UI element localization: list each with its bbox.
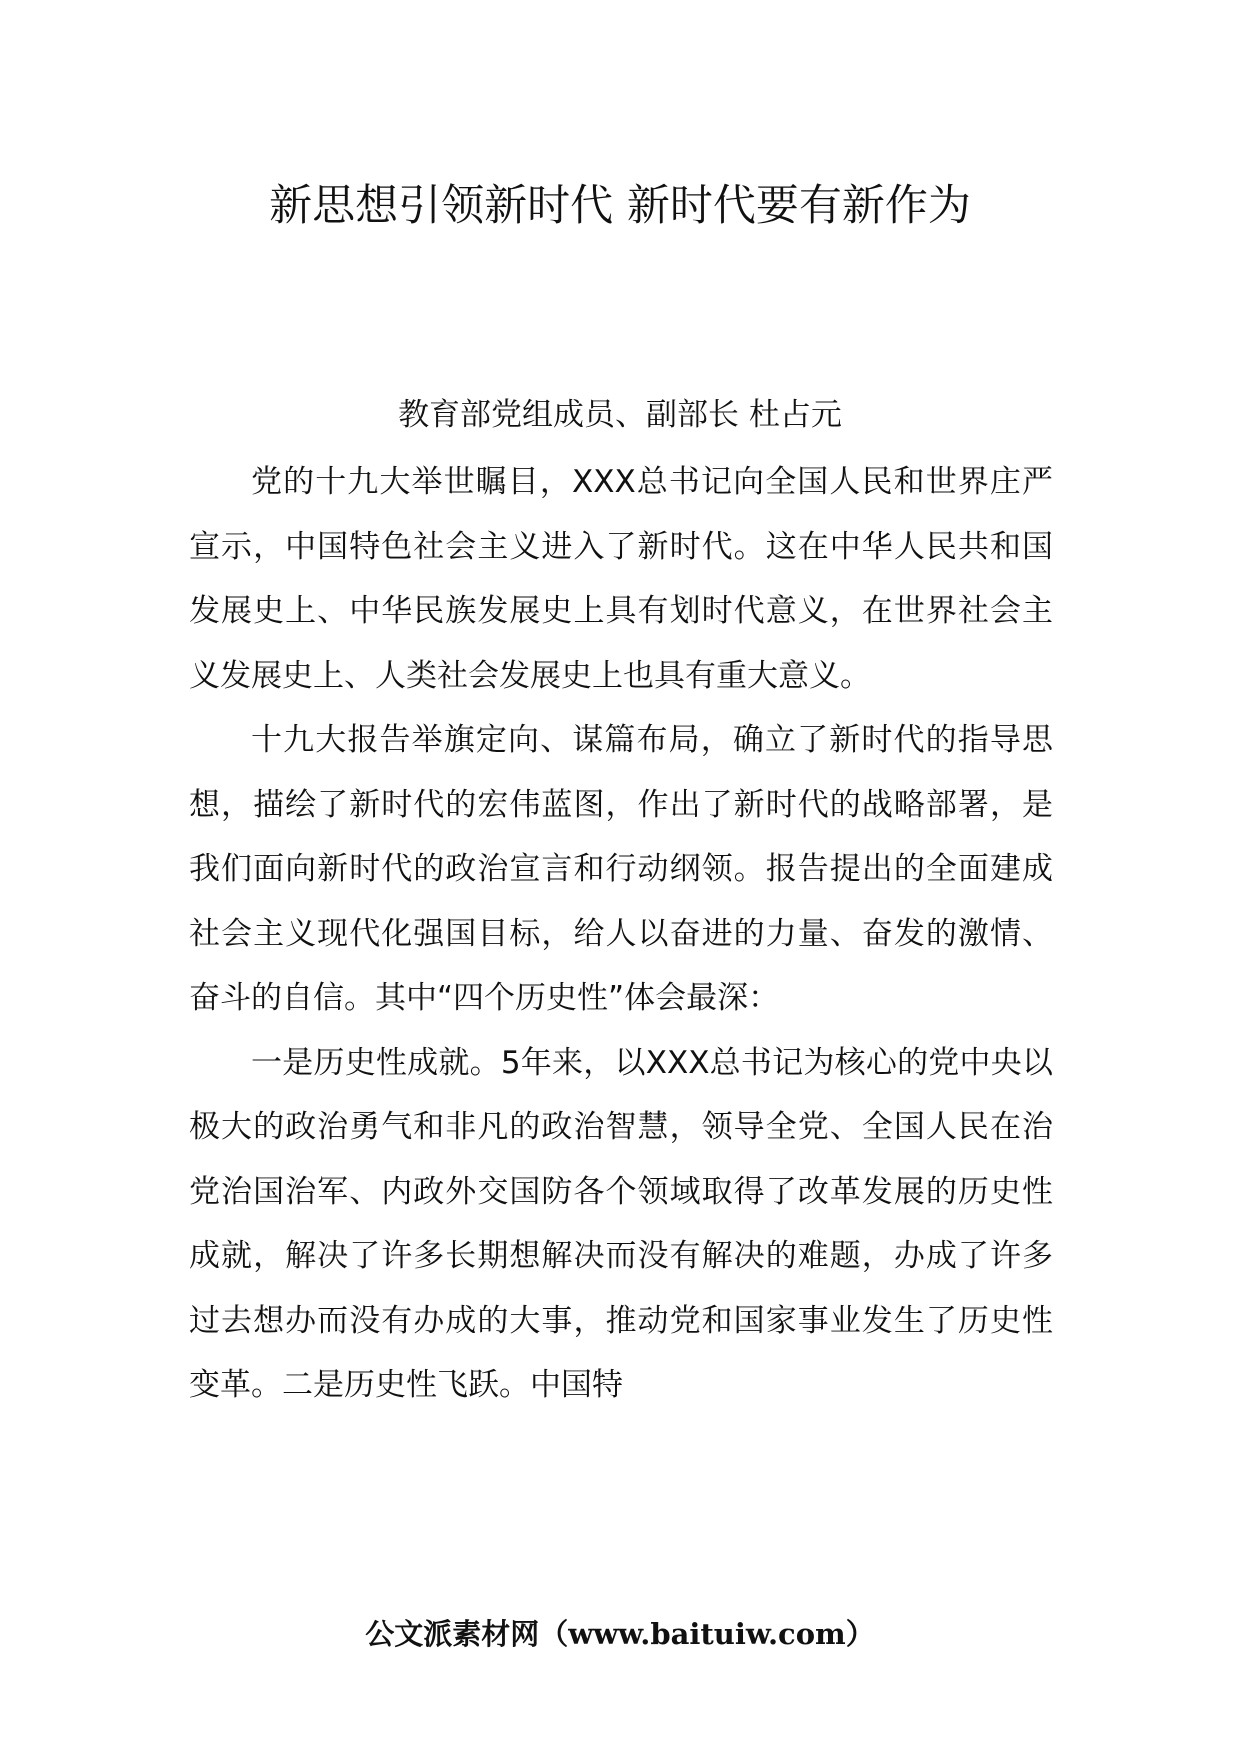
document-author: 教育部党组成员、副部长 杜占元 [398, 397, 842, 433]
paragraph: 一是历史性成就。5年来，以XXX总书记为核心的党中央以极大的政治勇气和非凡的政治智慧，领导全党、全国人民在治党治国治军、内政外交国防各个领域取得了改革发展的历史性成就，解决了许多长期想解决而没有解决的难题，办成了许多过去想办而没有办成的大事，推动党和国家事业发生了历史性变革。二是历史性飞跃。中国特 [189, 1044, 1053, 1403]
document-title: 新思想引领新时代 新时代要有新作为 [269, 181, 971, 231]
paragraph: 党的十九大举世瞩目，XXX总书记向全国人民和世界庄严宣示，中国特色社会主义进入了新时代。这在中华人民共和国发展史上、中华民族发展史上具有划时代意义，在世界社会主义发展史上、人类社会发展史上也具有重大意义。 [189, 464, 1053, 694]
watermark-footer: 公文派素材网（www.baituiw.com） [365, 1617, 875, 1651]
document-body [189, 450, 1053, 1418]
paragraph: 十九大报告举旗定向、谋篇布局，确立了新时代的指导思想，描绘了新时代的宏伟蓝图，作出了新时代的战略部署，是我们面向新时代的政治宣言和行动纲领。报告提出的全面建成社会主义现代化强国目标，给人以奋进的力量、奋发的激情、奋斗的自信。其中“四个历史性”体会最深： [189, 722, 1053, 1016]
